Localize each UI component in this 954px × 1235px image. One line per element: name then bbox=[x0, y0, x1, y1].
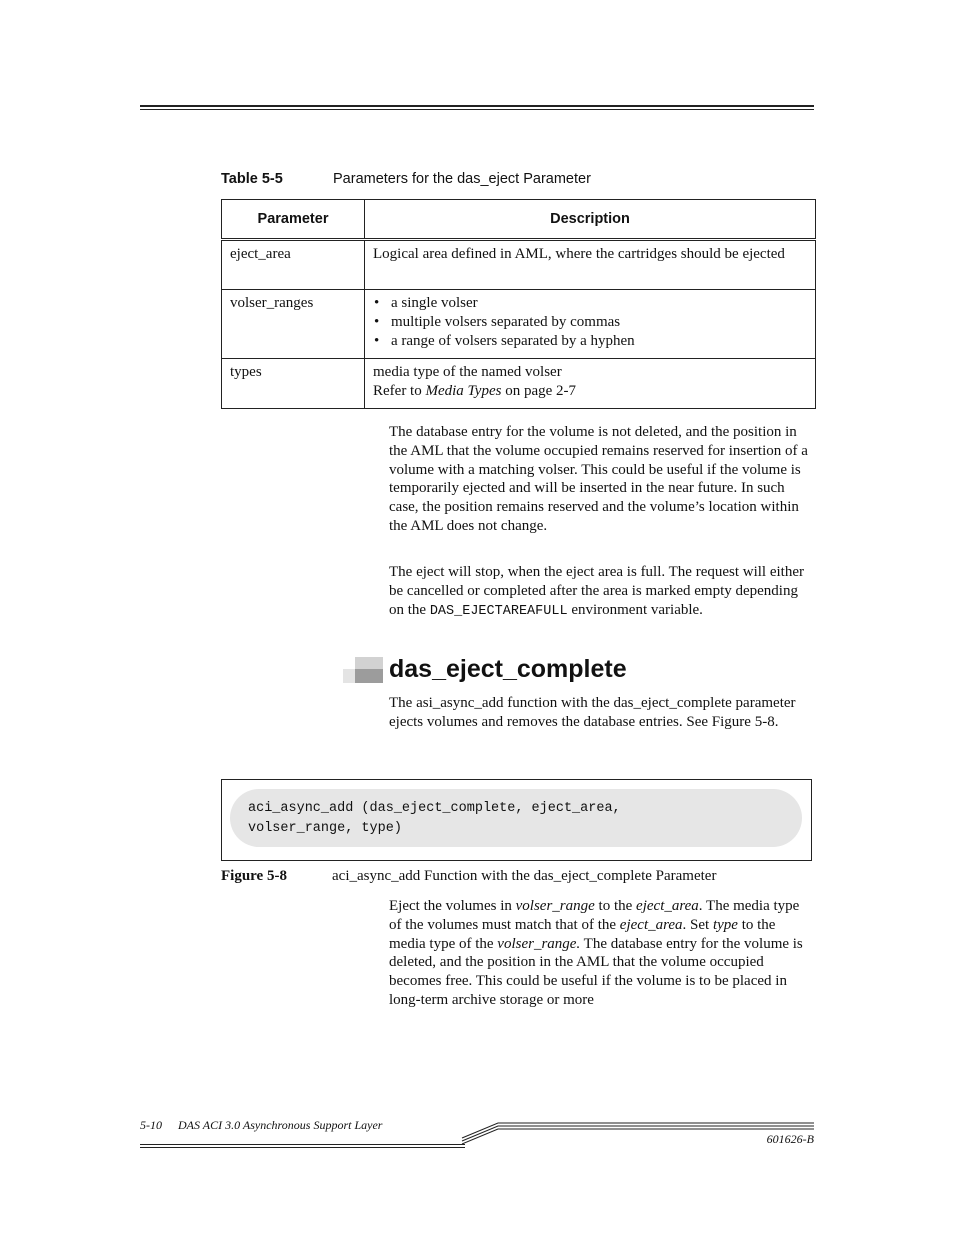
code-example: aci_async_add (das_eject_complete, eject_area, volser_range, type) bbox=[248, 801, 621, 836]
table-row bbox=[222, 359, 816, 409]
table-title: Parameters for the das_eject Parameter bbox=[333, 171, 591, 187]
env-variable: DAS_EJECTAREAFULL bbox=[429, 603, 568, 619]
table-row bbox=[222, 240, 816, 290]
top-rule bbox=[140, 105, 814, 110]
cross-reference: Refer to Media Types on page 2-7 bbox=[373, 383, 576, 399]
table-header-row bbox=[222, 200, 816, 240]
section-marker-icon bbox=[343, 657, 383, 685]
cross-reference-title: Media Types bbox=[425, 383, 502, 399]
section-heading: das_eject_complete bbox=[389, 655, 627, 683]
document-title: DAS ACI 3.0 Asynchronous Support Layer bbox=[178, 1118, 383, 1132]
bullet-list bbox=[373, 294, 807, 351]
list-item: • a single volser bbox=[373, 294, 807, 313]
paragraph-eject-volumes: Eject the volumes in volser_range to the eject_area. The media type of the volumes must match that of the eject_area. Set type to the media type of the volser_range. The database entry for the volume is deleted, and the position in the AML that the volume occupied becomes free. This could be useful if the volume is to be placed in long-term archive storage or more bbox=[389, 898, 803, 1008]
param-cell: volser_ranges bbox=[222, 290, 365, 359]
page-footer bbox=[140, 1118, 814, 1158]
page-number: 5-10 bbox=[140, 1118, 162, 1132]
document-number: 601626-B bbox=[766, 1132, 814, 1146]
description-cell bbox=[365, 290, 816, 359]
param-cell: eject_area bbox=[222, 240, 365, 290]
paragraph-eject-stop: The eject will stop, when the eject area is full. The request will either be cancelled or completed after the area is marked empty depending on the DAS_EJECTAREAFULL environment variable. bbox=[389, 564, 804, 619]
header-description: Description bbox=[365, 200, 816, 240]
code-example-frame bbox=[221, 779, 812, 861]
figure-number: Figure 5-8 bbox=[221, 868, 287, 884]
description-cell bbox=[365, 359, 816, 409]
header-parameter: Parameter bbox=[222, 200, 365, 240]
figure-caption bbox=[221, 868, 716, 885]
paragraph-section-intro: The asi_async_add function with the das_eject_complete parameter ejects volumes and removes the database entries. See Figure 5-8. bbox=[389, 695, 796, 730]
footer-title bbox=[140, 1118, 382, 1133]
list-item: • a range of volsers separated by a hyphen bbox=[373, 332, 807, 351]
figure-title: aci_async_add Function with the das_eject_complete Parameter bbox=[332, 868, 717, 884]
table-number: Table 5-5 bbox=[221, 171, 283, 187]
code-example-box bbox=[230, 789, 802, 847]
parameters-table bbox=[221, 199, 816, 409]
list-item: • multiple volsers separated by commas bbox=[373, 313, 807, 332]
description-cell: Logical area defined in AML, where the cartridges should be ejected bbox=[365, 240, 816, 290]
param-cell: types bbox=[222, 359, 365, 409]
table-row bbox=[222, 290, 816, 359]
table-caption bbox=[221, 171, 591, 187]
description-line: media type of the named volser bbox=[373, 364, 562, 380]
paragraph-not-deleted: The database entry for the volume is not deleted, and the position in the AML that the volume occupied remains reserved for insertion of a volume with a matching volser. This could be useful if the volume is temporarily ejected and will be inserted in the near future. In such case, the position remains reserved and the volume’s location within the AML does not change. bbox=[389, 424, 808, 534]
